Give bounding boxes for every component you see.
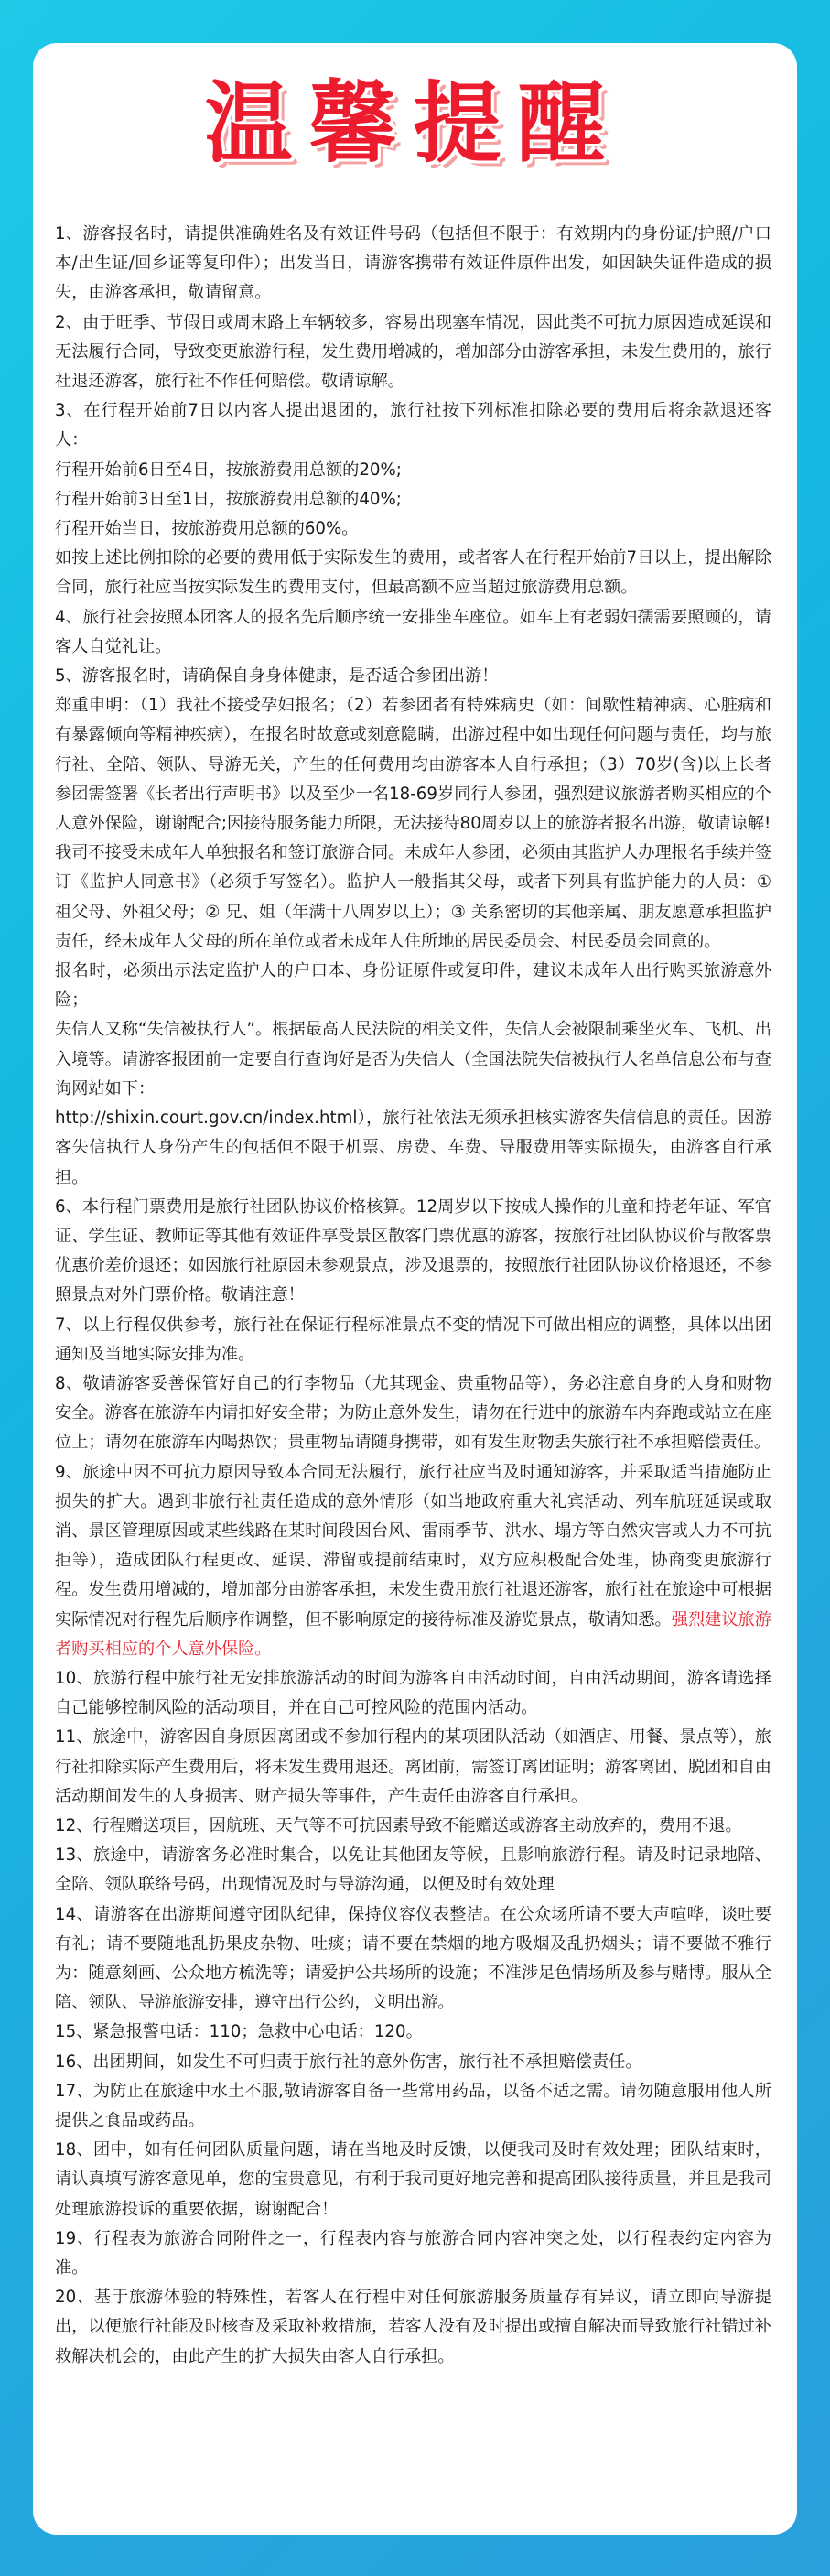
- notice-paragraph: [55, 396, 771, 455]
- notice-text: 9、旅途中因不可抗力原因导致本合同无法履行，旅行社应当及时通知游客，并采取适当措施防止损失的扩大。遇到非旅行社责任造成的意外情形（如当地政府重大礼宾活动、列车航班延误或取消、景区管理原因或某些线路在某时间段因台风、雷雨季节、洪水、塌方等自然灾害或人力不可抗拒等），造成团队行程更改、延误、滞留或提前结束时，双方应积极配合处理，协商变更旅游行程。发生费用增减的，增加部分由游客承担，未发生费用旅行社退还游客，旅行社在旅途中可根据实际情况对行程先后顺序作调整，但不影响原定的接待标准及游览景点，敬请知悉。: [55, 1462, 771, 1629]
- notice-paragraph: [55, 2224, 771, 2283]
- notice-text: 我司不接受未成年人单独报名和签订旅游合同。未成年人参团，必须由其监护人办理报名手续并签订《监护人同意书》（必须手写签名）。监护人一般指其父母，或者下列具有监护能力的人员：① 祖父母、外祖父母；② 兄、姐（年满十八周岁以上）；③ 关系密切的其他亲属、朋友愿意承担监护责任，经未成年人父母的所在单位或者未成年人住所地的居民委员会、村民委员会同意的。: [55, 843, 777, 951]
- notice-paragraph: [55, 1193, 771, 1311]
- notice-paragraph: [55, 1369, 771, 1458]
- notice-paragraph: [55, 514, 771, 544]
- notice-text: 失信人又称“失信被执行人”。根据最高人民法院的相关文件，失信人会被限制乘坐火车、飞机、出入境等。请游客报团前一定要自行查询好是否为失信人（全国法院失信被执行人名单信息公布与查询网站如下：: [55, 1020, 771, 1099]
- notice-paragraph: [55, 957, 771, 1015]
- highlight-warning-text: 强烈建议旅游者购买相应的个人意外保险。: [55, 1609, 771, 1659]
- notice-card: [33, 43, 797, 2535]
- notice-text: 19、行程表为旅游合同附件之一，行程表内容与旅游合同内容冲突之处，以行程表约定内容为准。: [55, 2228, 771, 2278]
- notice-body: [55, 220, 777, 2372]
- notice-text: 1、游客报名时，请提供准确姓名及有效证件号码（包括但不限于：有效期内的身份证/护照/户口本/出生证/回乡证等复印件）；出发当日，请游客携带有效证件原件出发，如因缺失证件造成的损失，由游客承担，敬请留意。: [55, 224, 771, 303]
- notice-text: 2、由于旺季、节假日或周末路上车辆较多，容易出现塞车情况，因此类不可抗力原因造成延误和无法履行合同，导致变更旅游行程，发生费用增减的，增加部分由游客承担，未发生费用的，旅行社退还游客，旅行社不作任何赔偿。敬请谅解。: [55, 312, 771, 392]
- notice-paragraph: [55, 1664, 771, 1723]
- notice-paragraph: [55, 1104, 771, 1193]
- notice-paragraph: [55, 1723, 771, 1812]
- notice-paragraph: [55, 1812, 771, 1841]
- notice-text: 3、在行程开始前7日以内客人提出退团的，旅行社按下列标准扣除必要的费用后将余款退还客人：: [55, 401, 771, 450]
- notice-text: 17、为防止在旅途中水土不服,敬请游客自备一些常用药品，以备不适之需。请勿随意服用他人所提供之食品或药品。: [55, 2081, 771, 2130]
- notice-paragraph: [55, 1458, 771, 1664]
- notice-text: 4、旅行社会按照本团客人的报名先后顺序统一安排坐车座位。如车上有老弱妇孺需要照顾的，请客人自觉礼让。: [55, 607, 771, 656]
- notice-paragraph: [55, 544, 771, 602]
- notice-text: 6、本行程门票费用是旅行社团队协议价格核算。12周岁以下按成人操作的儿童和持老年证、军官证、学生证、教师证等其他有效证件享受景区散客门票优惠的游客，按旅行社团队协议价与散客票优惠价差价退还；如因旅行社原因未参观景点，涉及退票的，按照旅行社团队协议价格退还，不参照景点对外门票价格。敬请注意！: [55, 1196, 771, 1305]
- notice-text: 5、游客报名时，请确保自身身体健康，是否适合参团出游！: [55, 666, 499, 687]
- notice-paragraph: [55, 1841, 771, 1900]
- notice-text: http://shixin.court.gov.cn/index.html），旅行社依法无须承担核实游客失信信息的责任。因游客失信执行人身份产生的包括但不限于机票、房费、车费、导服费用等实际损失，由游客自行承担。: [55, 1109, 771, 1187]
- notice-paragraph: [55, 1900, 771, 2019]
- notice-paragraph: [55, 662, 771, 691]
- notice-paragraph: [55, 2136, 771, 2224]
- notice-text: 行程开始前6日至4日，按旅游费用总额的20%;: [55, 460, 402, 480]
- notice-paragraph: [55, 308, 771, 397]
- notice-text: 如按上述比例扣除的必要的费用低于实际发生的费用，或者客人在行程开始前7日以上，提出解除合同，旅行社应当按实际发生的费用支付，但最高额不应当超过旅游费用总额。: [55, 548, 771, 598]
- page-title: 温馨提醒: [204, 72, 622, 175]
- notice-text: 7、以上行程仅供参考，旅行社在保证行程标准景点不变的情况下可做出相应的调整，具体以出团通知及当地实际安排为准。: [55, 1315, 771, 1364]
- notice-text: 15、紧急报警电话：110；急救中心电话：120。: [55, 2022, 423, 2042]
- notice-paragraph: [55, 2283, 771, 2372]
- notice-paragraph: [55, 456, 771, 485]
- notice-text: 10、旅游行程中旅行社无安排旅游活动的时间为游客自由活动时间，自由活动期间，游客请选择自己能够控制风险的活动项目，并在自己可控风险的范围内活动。: [55, 1668, 771, 1718]
- notice-paragraph: [55, 220, 771, 308]
- notice-text: 行程开始当日，按旅游费用总额的60%。: [55, 519, 359, 539]
- notice-paragraph: [55, 839, 777, 957]
- notice-text: 20、基于旅游体验的特殊性，若客人在行程中对任何旅游服务质量存有异议，请立即向导游提出，以便旅行社能及时核查及采取补救措施，若客人没有及时提出或擅自解决而导致旅行社错过补救解决机会的，由此产生的扩大损失由客人自行承担。: [55, 2288, 771, 2366]
- notice-paragraph: [55, 2077, 771, 2136]
- notice-text: 郑重申明：（1）我社不接受孕妇报名；（2）若参团者有特殊病史（如：间歇性精神病、心脏病和有暴露倾向等精神疾病），在报名时故意或刻意隐瞒，出游过程中如出现任何问题与责任，均与旅行社、全陪、领队、导游无关，产生的任何费用均由游客本人自行承担；（3）70岁(含)以上长者参团需签署《长者出行声明书》以及至少一名18-69岁同行人参团，强烈建议旅游者购买相应的个人意外保险，谢谢配合;因接待服务能力所限，无法接待80周岁以上的旅游者报名出游，敬请谅解!: [55, 696, 771, 834]
- notice-text: 16、出团期间，如发生不可归责于旅行社的意外伤害，旅行社不承担赔偿责任。: [55, 2051, 642, 2072]
- notice-paragraph: [55, 2018, 771, 2047]
- title-banner: [55, 43, 771, 176]
- notice-text: 14、请游客在出游期间遵守团队纪律，保持仪容仪表整洁。在公众场所请不要大声喧哗，谈吐要有礼；请不要随地乱扔果皮杂物、吐痰；请不要在禁烟的地方吸烟及乱扔烟头；请不要做不雅行为：随意刻画、公众地方梳洗等；请爱护公共场所的设施；不准涉足色情场所及参与赌博。服从全陪、领队、导游旅游安排，遵守出行公约，文明出游。: [55, 1904, 771, 2013]
- notice-text: 13、旅途中，请游客务必准时集合，以免让其他团友等候，且影响旅游行程。请及时记录地陪、全陪、领队联络号码，出现情况及时与导游沟通，以便及时有效处理: [55, 1845, 771, 1895]
- notice-paragraph: [55, 485, 771, 514]
- notice-text: 行程开始前3日至1日，按旅游费用总额的40%;: [55, 489, 402, 509]
- notice-paragraph: [55, 1015, 771, 1104]
- notice-text: 12、行程赠送项目，因航班、天气等不可抗因素导致不能赠送或游客主动放弃的，费用不退。: [55, 1815, 742, 1835]
- notice-text: 8、敬请游客妥善保管好自己的行李物品（尤其现金、贵重物品等），务必注意自身的人身和财物安全。游客在旅游车内请扣好安全带；为防止意外发生，请勿在行进中的旅游车内奔跑或站立在座位上；请勿在旅游车内喝热饮；贵重物品请随身携带，如有发生财物丢失旅行社不承担赔偿责任。: [55, 1373, 771, 1453]
- notice-paragraph: [55, 691, 771, 839]
- notice-paragraph: [55, 1311, 771, 1369]
- notice-paragraph: [55, 603, 771, 662]
- notice-paragraph: [55, 2048, 771, 2077]
- notice-text: 报名时，必须出示法定监护人的户口本、身份证原件或复印件，建议未成年人出行购买旅游意外险；: [55, 961, 771, 1011]
- notice-text: 11、旅途中，游客因自身原因离团或不参加行程内的某项团队活动（如酒店、用餐、景点等），旅行社扣除实际产生费用后，将未发生费用退还。离团前，需签订离团证明；游客离团、脱团和自由活动期间发生的人身损害、财产损失等事件，产生责任由游客自行承担。: [55, 1727, 771, 1806]
- notice-text: 18、团中，如有任何团队质量问题，请在当地及时反馈，以便我司及时有效处理；团队结束时，请认真填写游客意见单，您的宝贵意见，有利于我司更好地完善和提高团队接待质量，并且是我司处理旅游投诉的重要依据，谢谢配合！: [55, 2140, 771, 2219]
